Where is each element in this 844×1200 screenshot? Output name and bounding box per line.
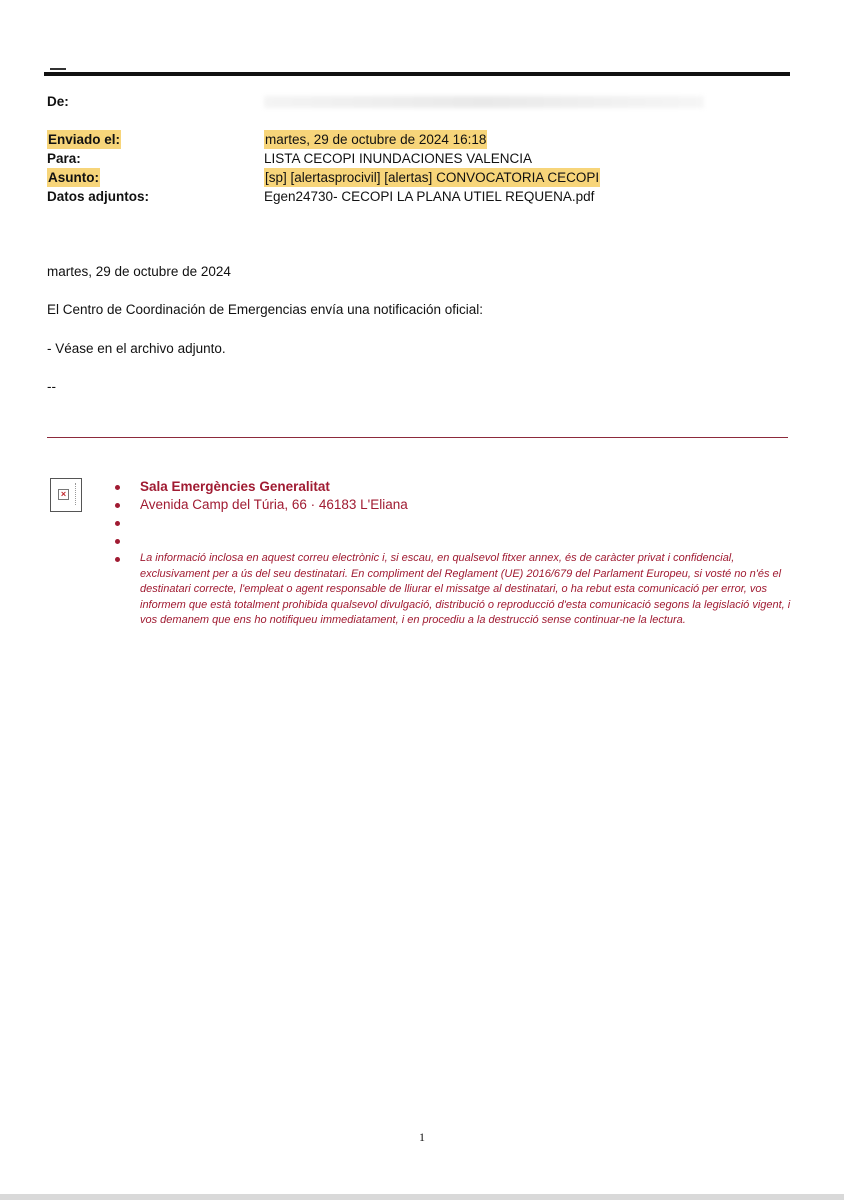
bullet-icon — [115, 539, 120, 544]
to-label: Para: — [47, 151, 81, 166]
signature-address-item — [115, 496, 795, 514]
subject-value: [sp] [alertasprocivil] [alertas] CONVOCATORIA CECOPI — [265, 170, 600, 185]
attachments-label: Datos adjuntos: — [47, 189, 150, 204]
bullet-icon — [115, 521, 120, 526]
top-rule-tick — [50, 68, 66, 70]
body-date-line: martes, 29 de octubre de 2024 — [47, 264, 231, 279]
signature-block — [115, 478, 795, 629]
bullet-icon — [115, 485, 120, 490]
signature-rule — [47, 437, 788, 438]
signature-empty-item — [115, 514, 795, 532]
signature-legal-item — [115, 550, 800, 629]
top-rule — [44, 72, 790, 76]
signature-address: Avenida Camp del Túria, 66 · 46183 L'Eliana — [140, 497, 408, 512]
to-value: LISTA CECOPI INUNDACIONES VALENCIA — [264, 151, 533, 166]
legal-notice: La informació inclosa en aquest correu electrònic i, si escau, en qualsevol fitxer annex, és de caràcter privat i confidencial, exclusivament per a ús del seu destinatari. En compliment del Reglament (UE) 2016/679 del Parlament Europeu, si vosté no n'és el destinatari correcte, l'empleat o agent responsable de lliurar el missatge al destinatari, o ha rebut esta comunicació per error, vos informem que està totalment prohibida qualsevol divulgació, distribució o reproducció d'esta comunicació segons la legislació vigent, i vos demanem que ens ho notifiqueu immediatament, i en procediu a la destrucció sense continuar-ne la lectura. — [140, 552, 791, 626]
page-bottom-edge — [0, 1194, 844, 1200]
bullet-icon — [115, 503, 120, 508]
bullet-icon — [115, 557, 120, 562]
body-separator: -- — [47, 379, 56, 394]
body-notice-line: El Centro de Coordinación de Emergencias envía una notificación oficial: — [47, 302, 484, 317]
signature-name: Sala Emergències Generalitat — [140, 479, 330, 494]
sent-value: martes, 29 de octubre de 2024 16:18 — [265, 132, 487, 147]
attachments-value: Egen24730- CECOPI LA PLANA UTIEL REQUENA.pdf — [264, 189, 595, 204]
page-number: 1 — [419, 1130, 425, 1144]
from-redacted — [264, 92, 704, 111]
signature-empty-item — [115, 532, 795, 550]
body-attachment-line: - Véase en el archivo adjunto. — [47, 341, 226, 356]
from-label: De: — [47, 94, 69, 109]
subject-label: Asunto: — [48, 170, 99, 185]
signature-name-item — [115, 478, 795, 496]
sent-label: Enviado el: — [48, 132, 121, 147]
broken-image-icon: × — [50, 478, 82, 512]
